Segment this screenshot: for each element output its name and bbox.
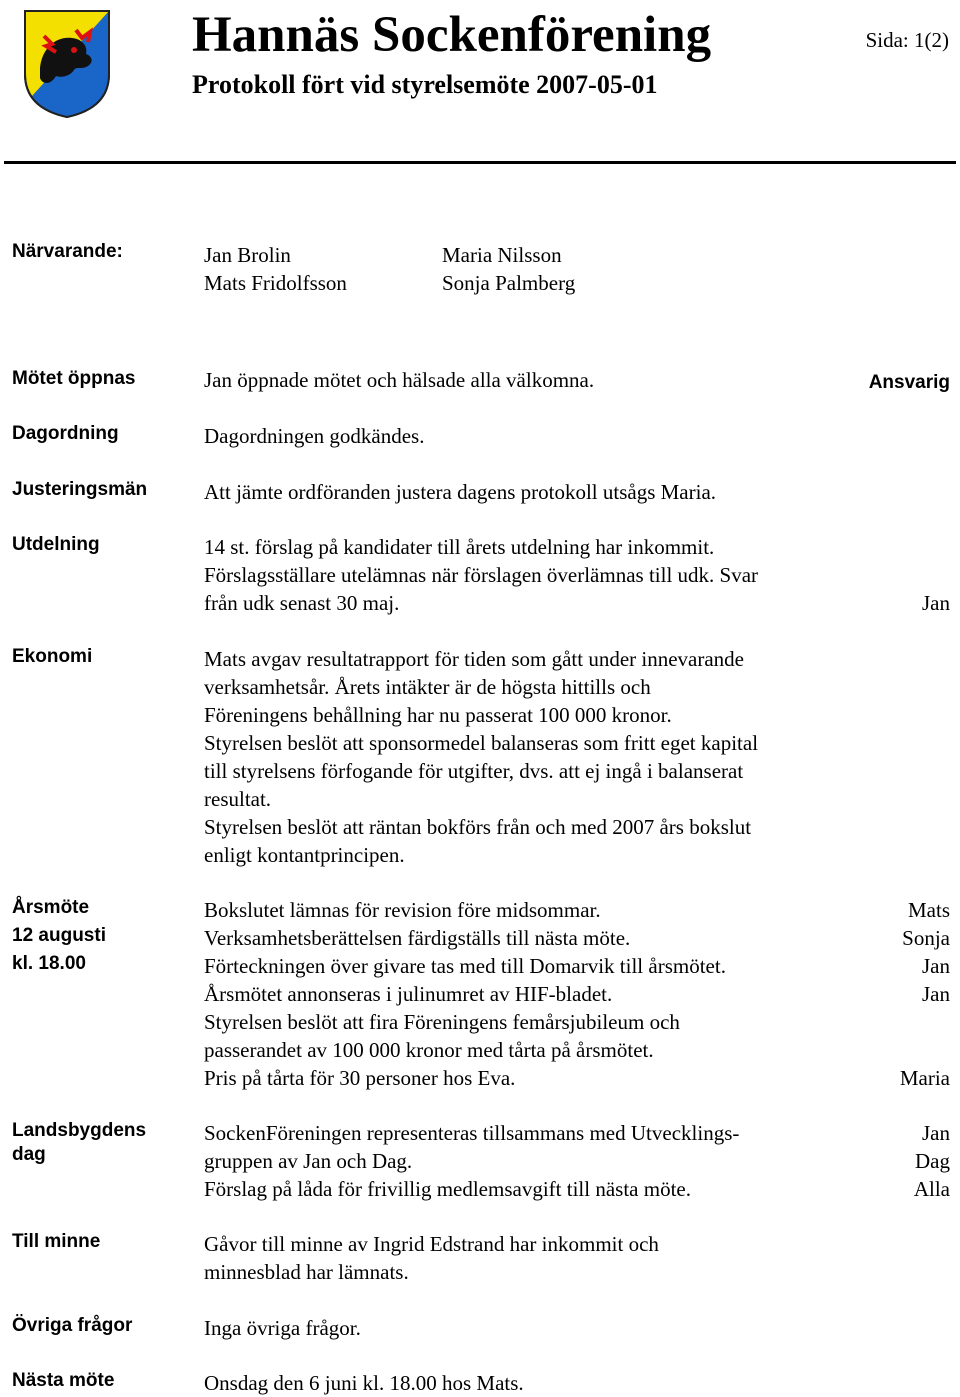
section-label-agenda: Dagordning [12,423,119,444]
section-responsible-rural-day [914,1119,950,1203]
attendance-column-2 [442,241,575,297]
label-line: Landsbygdens [12,1120,147,1141]
responsible-person: Jan [922,1121,950,1145]
section-label-annual-meeting [12,896,106,980]
text-line: från udk senast 30 maj. [204,591,400,615]
section-text-memorial [204,1230,659,1286]
attendee: Mats Fridolfsson [204,271,347,295]
responsible-person [900,1036,950,1064]
text-line: resultat. [204,787,272,811]
responsible-person: Mats [908,898,950,922]
attendance-label: Närvarande: [12,241,123,262]
text-line: passerandet av 100 000 kronor med tårta på årsmötet. [204,1038,654,1062]
responsible-person: Dag [915,1149,950,1173]
text-line: Inga övriga frågor. [204,1316,361,1340]
section-text-annual-meeting [204,896,726,1092]
section-responsible-annual-meeting [900,896,950,1092]
section-text-next [204,1369,524,1397]
text-line: Pris på tårta för 30 personer hos Eva. [204,1066,516,1090]
responsible-column-header: Ansvarig [868,372,950,393]
text-line: Bokslutet lämnas för revision före midsommar. [204,898,601,922]
label-line: kl. 18.00 [12,953,86,974]
responsible-person [922,561,950,589]
responsible-person: Alla [913,1177,950,1201]
page-number: Sida: 1(2) [865,28,949,52]
section-label-other: Övriga frågor [12,1315,133,1336]
text-line: Onsdag den 6 juni kl. 18.00 hos Mats. [204,1371,524,1395]
text-line: Föreningens behållning har nu passerat 100 000 kronor. [204,703,672,727]
label-line: 12 augusti [12,925,106,946]
attendee: Jan Brolin [204,243,291,267]
section-label-next: Nästa möte [12,1370,115,1391]
text-line: enligt kontantprincipen. [204,843,405,867]
text-line: Förteckningen över givare tas med till Domarvik till årsmötet. [204,954,726,978]
text-line: Jan öppnade mötet och hälsade alla välkomna. [204,368,595,392]
section-text-award [204,533,758,617]
label-line: dag [12,1144,46,1165]
document-subtitle: Protokoll fört vid styrelsemöte 2007-05-01 [192,70,658,99]
text-line: gruppen av Jan och Dag. [204,1149,413,1173]
text-line: Dagordningen godkändes. [204,424,425,448]
text-line: verksamhetsår. Årets intäkter är de högsta hittills och [204,675,651,699]
text-line: Förslagsställare utelämnas när förslagen överlämnas till udk. Svar [204,563,759,587]
text-line: Förslag på låda för frivillig medlemsavgift till nästa möte. [204,1177,691,1201]
text-line: till styrelsens förfogande för utgifter, dvs. att ej ingå i balanserat [204,759,744,783]
responsible-person: Sonja [902,926,950,950]
label-line: Årsmöte [12,897,90,918]
document-title: Hannäs Sockenförening [192,7,712,63]
responsible-person: Maria [899,1066,950,1090]
text-line: Gåvor till minne av Ingrid Edstrand har inkommit och [204,1232,659,1256]
section-text-economy [204,645,758,869]
section-label-award: Utdelning [12,534,100,555]
text-line: 14 st. förslag på kandidater till årets utdelning har inkommit. [204,535,715,559]
text-line: SockenFöreningen representeras tillsammans med Utvecklings- [204,1121,740,1145]
text-line: Årsmötet annonseras i julinumret av HIF-bladet. [204,982,613,1006]
responsible-person: Jan [922,591,950,615]
header-divider [4,161,956,164]
section-text-other [204,1314,361,1342]
responsible-person: Jan [922,954,950,978]
attendee: Sonja Palmberg [442,271,576,295]
section-text-adjusters [204,478,716,506]
section-label-opening: Mötet öppnas [12,368,136,389]
section-label-adjusters: Justeringsmän [12,479,148,500]
responsible-person [900,1008,950,1036]
section-label-rural-day [12,1119,146,1167]
text-line: Styrelsen beslöt att sponsormedel balanseras som fritt eget kapital [204,731,759,755]
text-line: minnesblad har lämnats. [204,1260,409,1284]
section-text-agenda [204,422,424,450]
text-line: Mats avgav resultatrapport för tiden som gått under innevarande [204,647,744,671]
attendee: Maria Nilsson [442,243,562,267]
section-label-memorial: Till minne [12,1231,101,1252]
attendance-column-1 [204,241,347,297]
section-responsible-award [922,533,950,617]
responsible-person: Jan [922,982,950,1006]
coat-of-arms-logo [22,8,112,120]
text-line: Verksamhetsberättelsen färdigställs till nästa möte. [204,926,631,950]
section-text-opening [204,366,594,394]
text-line: Styrelsen beslöt att räntan bokförs från och med 2007 års bokslut [204,815,752,839]
text-line: Styrelsen beslöt att fira Föreningens femårsjubileum och [204,1010,680,1034]
responsible-person [922,533,950,561]
section-label-economy: Ekonomi [12,646,93,667]
text-line: Att jämte ordföranden justera dagens protokoll utsågs Maria. [204,480,717,504]
section-text-rural-day [204,1119,739,1203]
